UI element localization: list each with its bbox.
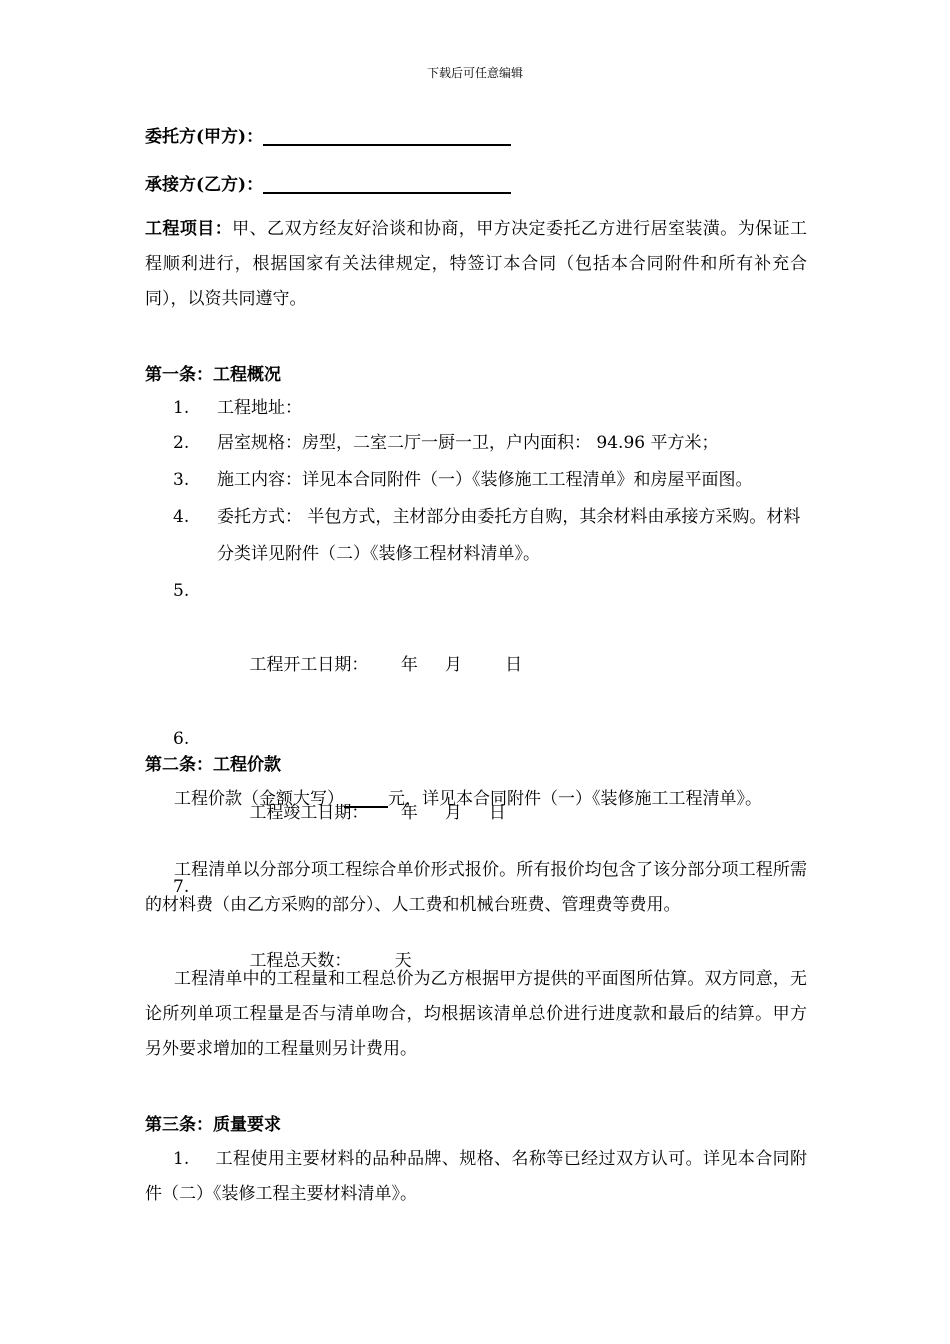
section3-item-1 xyxy=(145,1142,807,1212)
section2-paragraph-1 xyxy=(145,782,807,817)
list-number: 1. xyxy=(173,1149,190,1169)
list-item xyxy=(145,499,807,573)
list-item xyxy=(145,462,807,499)
price-blank xyxy=(344,788,388,808)
list-number: 3. xyxy=(173,470,190,490)
list-number: 2. xyxy=(173,433,190,453)
project-text: 甲、乙双方经友好洽谈和协商，甲方决定委托乙方进行居室装潢。为保证工程顺利进行，根据国家有关法律规定，特签订本合同（包括本合同附件和所有补充合同），以资共同遵守。 xyxy=(145,219,808,309)
list-item xyxy=(145,573,807,721)
list-text: 工程地址： xyxy=(217,398,302,418)
price-after-text: 元，详见本合同附件（一）《装修施工工程清单》。 xyxy=(388,789,762,809)
project-label: 工程项目： xyxy=(145,219,233,239)
section1-title: 第一条：工程概况 xyxy=(145,365,281,385)
client-line xyxy=(145,124,807,150)
section2-paragraph-2: 工程清单以分部分项工程综合单价形式报价。所有报价均包含了该分部分项工程所需的材料费（由乙方采购的部分）、人工费和机械台班费、管理费等费用。 xyxy=(145,860,807,915)
list-text: 工程总天数： 天 xyxy=(249,951,412,971)
page-header: 下载后可任意编辑 xyxy=(426,66,523,80)
list-text: 施工内容：详见本合同附件（一）《装修施工工程清单》和房屋平面图。 xyxy=(217,470,753,490)
price-before-text: 工程价款（金额大写） xyxy=(174,789,344,809)
project-paragraph xyxy=(145,212,807,317)
list-number: 4. xyxy=(173,507,190,527)
contractor-label: 承接方(乙方)： xyxy=(145,175,264,195)
client-blank xyxy=(263,126,511,146)
list-number: 6. xyxy=(173,729,190,749)
section3-title: 第三条：质量要求 xyxy=(145,1115,281,1135)
list-text: 工程开工日期： 年 月 日 xyxy=(249,655,523,675)
contractor-blank xyxy=(263,174,511,194)
list-number: 7. xyxy=(173,877,190,897)
section2-title: 第二条：工程价款 xyxy=(145,755,281,775)
list-item xyxy=(145,390,807,427)
list-number: 5. xyxy=(173,581,190,601)
list-number: 1. xyxy=(173,398,190,418)
list-text: 工程竣工日期： 年 月 日 xyxy=(249,803,506,823)
list-text: 居室规格：房型，二室二厅一厨一卫，户内面积： 94.96 平方米； xyxy=(217,433,719,453)
contractor-line xyxy=(145,172,807,198)
list-text: 工程使用主要材料的品种品牌、规格、名称等已经过双方认可。详见本合同附件（二）《装修工程主要材料清单》。 xyxy=(145,1149,807,1204)
section2-paragraph-3: 工程清单中的工程量和工程总价为乙方根据甲方提供的平面图所估算。双方同意，无论所列单项工程量是否与清单吻合，均根据该清单总价进行进度款和最后的结算。甲方另外要求增加的工程量则另计费用。 xyxy=(145,969,807,1059)
client-label: 委托方(甲方)： xyxy=(145,127,264,147)
list-item xyxy=(145,425,807,462)
list-text: 委托方式： 半包方式，主材部分由委托方自购，其余材料由承接方采购。材料分类详见附件（二）《装修工程材料清单》。 xyxy=(217,507,801,564)
